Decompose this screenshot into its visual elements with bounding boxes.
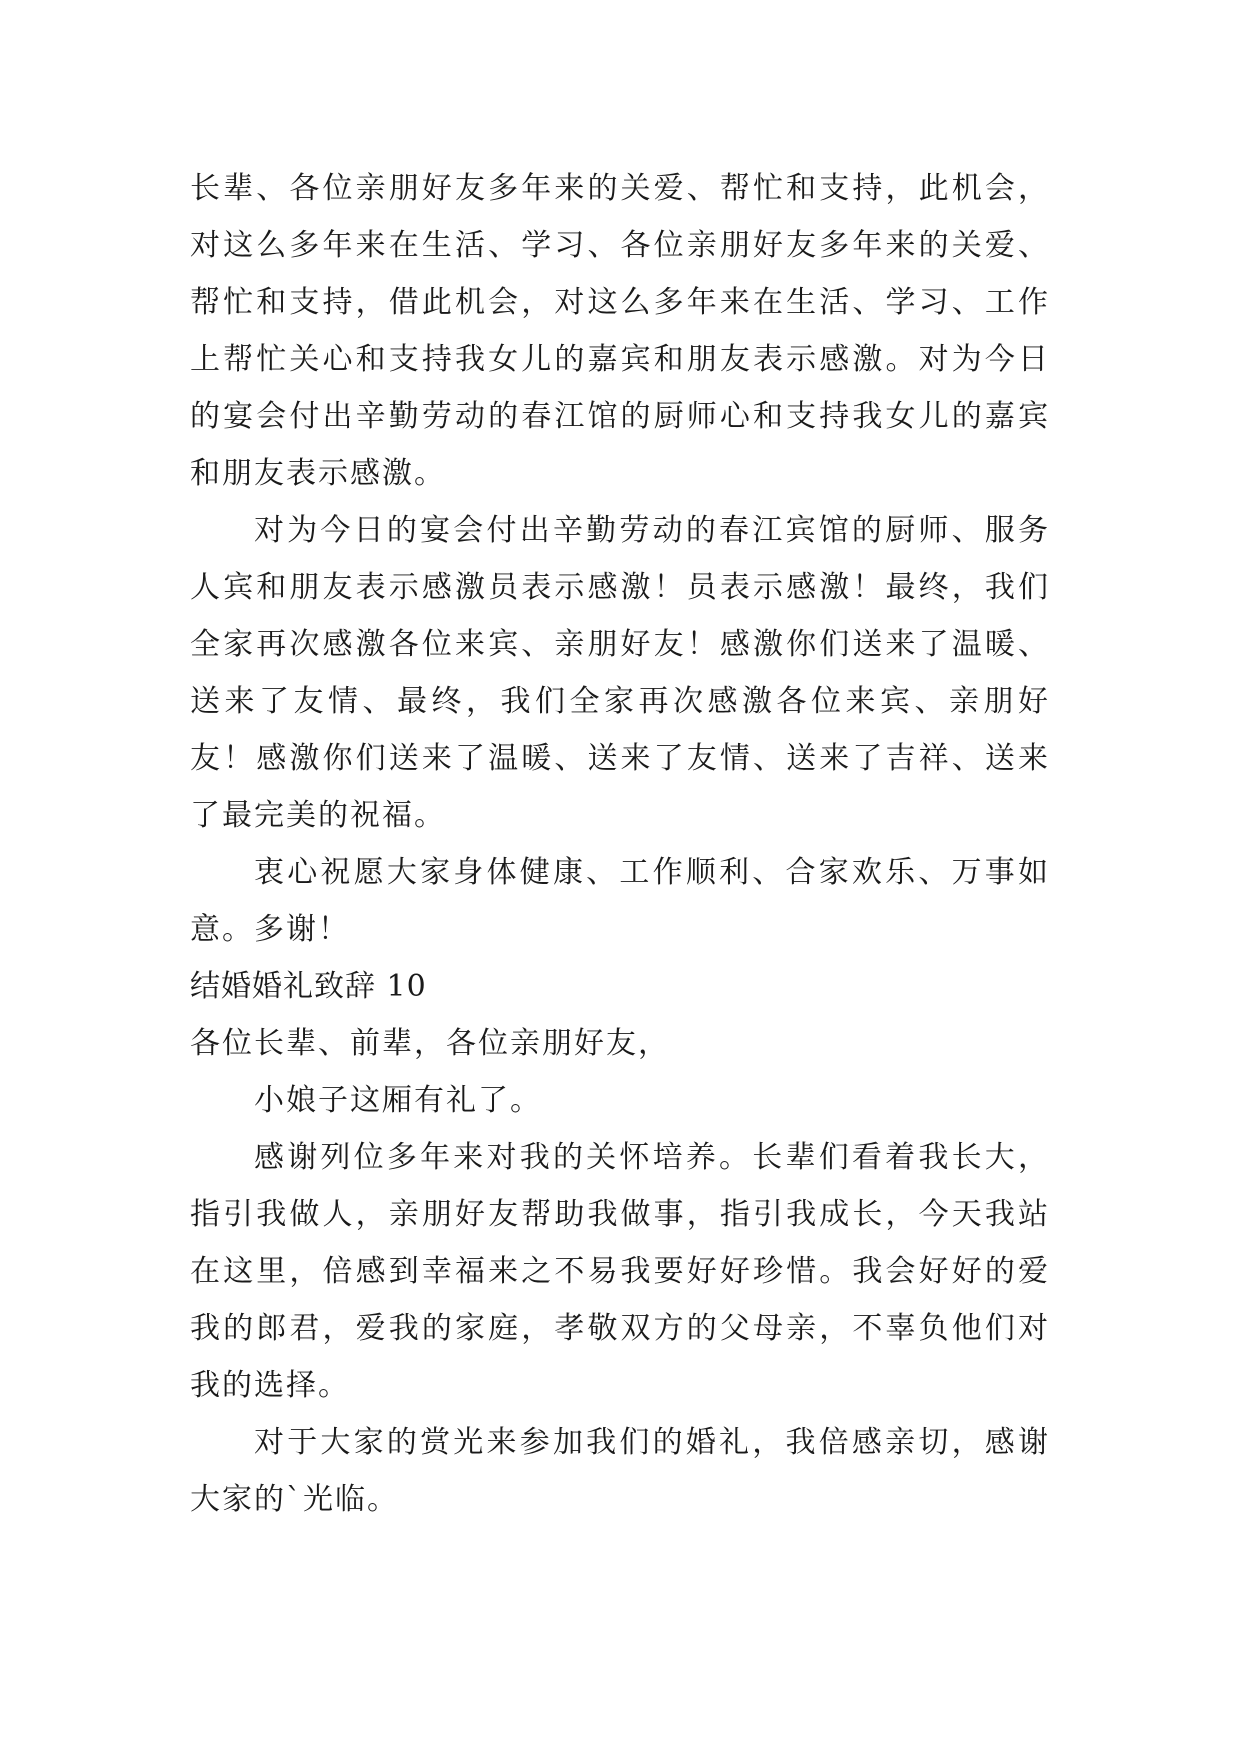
paragraph-thanks-staff: 对为今日的宴会付出辛勤劳动的春江宾馆的厨师、服务人宾和朋友表示感激员表示感激！员表示感激！最终，我们全家再次感激各位来宾、亲朋好友！感激你们送来了温暖、送来了友情、最终，我们全家再次感激各位来宾、亲朋好友！感激你们送来了温暖、送来了友情、送来了吉祥、送来了最完美的祝福。 (190, 513, 1050, 833)
paragraph-closing: 对于大家的赏光来参加我们的婚礼，我倍感亲切，感谢大家的`光临。 (190, 1425, 1050, 1517)
paragraph-bride-thanks: 感谢列位多年来对我的关怀培养。长辈们看着我长大，指引我做人，亲朋好友帮助我做事，指引我成长，今天我站在这里，倍感到幸福来之不易我要好好珍惜。我会好好的爱我的郎君，爱我的家庭，孝敬双方的父母亲，不辜负他们对我的选择。 (190, 1140, 1050, 1403)
document-body (190, 160, 1050, 1528)
paragraph-gratitude-elders: 长辈、各位亲朋好友多年来的关爱、帮忙和支持，此机会，对这么多年来在生活、学习、各位亲朋好友多年来的关爱、帮忙和支持，借此机会，对这么多年来在生活、学习、工作上帮忙关心和支持我女儿的嘉宾和朋友表示感激。对为今日的宴会付出辛勤劳动的春江馆的厨师心和支持我女儿的嘉宾和朋友表示感激。 (190, 171, 1050, 491)
paragraph-greeting: 小娘子这厢有礼了。 (254, 1083, 542, 1118)
section-heading: 结婚婚礼致辞 10 (190, 969, 427, 1004)
paragraph-salutation: 各位长辈、前辈，各位亲朋好友， (190, 1026, 670, 1061)
paragraph-wishes: 衷心祝愿大家身体健康、工作顺利、合家欢乐、万事如意。多谢！ (190, 855, 1050, 947)
